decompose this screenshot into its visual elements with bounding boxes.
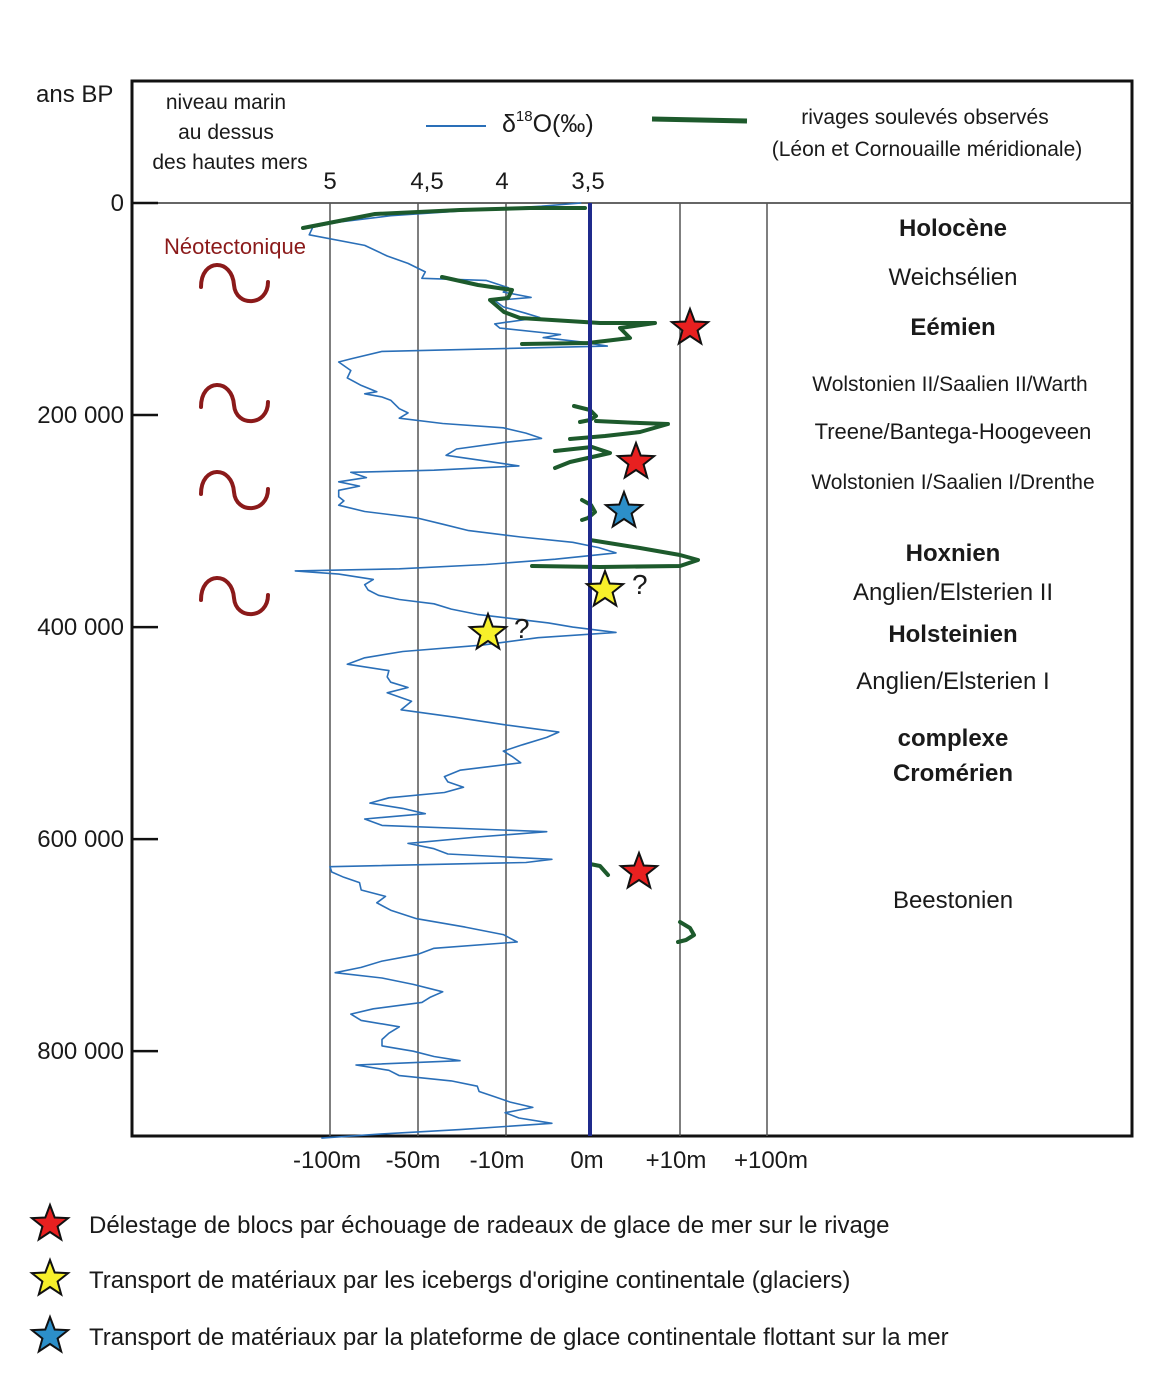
star-shape [672,309,708,343]
question-mark-holsteinien: ? [514,613,530,644]
stage-label-complexe: complexe [897,725,1009,752]
time-axis-label: ans BP [36,81,114,108]
legend-red-star-icon [32,1205,68,1239]
stage-label-treene: Treene/Bantega-Hoogeveen [814,419,1092,444]
delta-tick-label: 3,5 [571,168,605,195]
delta-tick-label: 5 [323,168,337,195]
legend-shores-swatch [652,119,747,121]
blue-star-marker-icon [606,492,642,526]
legend [32,1205,68,1351]
stage-label-holsteinien: Holsteinien [888,621,1018,648]
red-star-marker-icon [621,853,657,887]
sea-level-axis-label-line-3: des hautes mers [152,151,308,174]
red-star-marker-icon [672,309,708,343]
stage-label-hoxnien: Hoxnien [905,540,1001,567]
stage-label-holocene: Holocène [898,215,1008,242]
legend-yellow-star-icon [32,1260,68,1294]
star-shape [32,1205,68,1239]
star-shape [587,571,623,605]
stage-label-weichselien: Weichsélien [888,264,1018,291]
legend-shores-line-1: rivages soulevés observés [801,106,1049,129]
neotectonique-wave-icon [201,385,268,421]
neotectonique-wave-icon [201,578,268,614]
time-tick-label: 600 000 [37,826,124,854]
time-tick-label: 200 000 [37,402,124,430]
sea-level-tick-label: -50m [385,1147,441,1174]
stage-label-anglien-1: Anglien/Elsterien I [856,668,1050,695]
shore-line-treene-3 [555,447,610,468]
delta-tick-label: 4 [495,168,509,195]
stage-label-anglien-2: Anglien/Elsterien II [852,579,1054,606]
sea-level-axis-label-line-2: au dessus [178,121,274,144]
delta-tick-label: 4,5 [410,168,444,195]
sea-level-tick-label: +10m [645,1147,707,1174]
star-shape [618,443,654,477]
stage-label-wolstonien-2: Wolstonien II/Saalien II/Warth [812,373,1088,396]
stage-label-eemien: Eémien [910,314,996,341]
legend-blue-star-icon [32,1317,68,1351]
legend-text-sea-ice: Délestage de blocs par échouage de radeaux de glace de mer sur le rivage [89,1212,890,1239]
neotectonique-label: Néotectonique [164,234,306,259]
time-tick-label: 400 000 [37,614,124,642]
time-tick-label: 0 [110,190,124,217]
shore-line-holocene [303,208,585,228]
sea-level-axis-label-line-1: niveau marin [165,91,287,114]
legend-text-ice-shelf: Transport de matériaux par la plateforme de glace continentale flottant sur la mer [89,1324,949,1351]
neotectonique-wave-icon [201,472,268,508]
neotectonique-wave-icon [201,265,268,301]
legend-shores-line-2: (Léon et Cornouaille méridionale) [771,138,1083,161]
star-shape [606,492,642,526]
sea-level-tick-label: 0m [570,1147,604,1174]
question-mark-anglien: ? [632,569,648,600]
time-axis [37,190,158,1065]
star-shape [621,853,657,887]
shore-line-treene-2 [570,421,668,439]
yellow-star-marker-icon [587,571,623,605]
stage-label-wolstonien-1: Wolstonien I/Saalien I/Drenthe [811,471,1095,494]
sea-level-tick-label: -100m [292,1147,362,1174]
sea-level-tick-label: -10m [469,1147,525,1174]
legend-delta-label: $\delta^{18}O(‰)$ [502,108,594,138]
star-shape [32,1317,68,1351]
red-star-marker-icon [618,443,654,477]
shore-line-treene [574,406,596,422]
sea-level-tick-label: +100m [733,1147,809,1174]
neotectonique-symbols [201,265,268,614]
stage-label-beestonien: Beestonien [892,887,1014,914]
shore-line-beestonien [590,864,608,875]
star-shape [32,1260,68,1294]
time-tick-label: 800 000 [37,1038,124,1066]
stage-label-cromerien: Cromérien [892,760,1014,787]
legend-text-icebergs: Transport de matériaux par les icebergs d'origine continentale (glaciers) [89,1267,851,1294]
